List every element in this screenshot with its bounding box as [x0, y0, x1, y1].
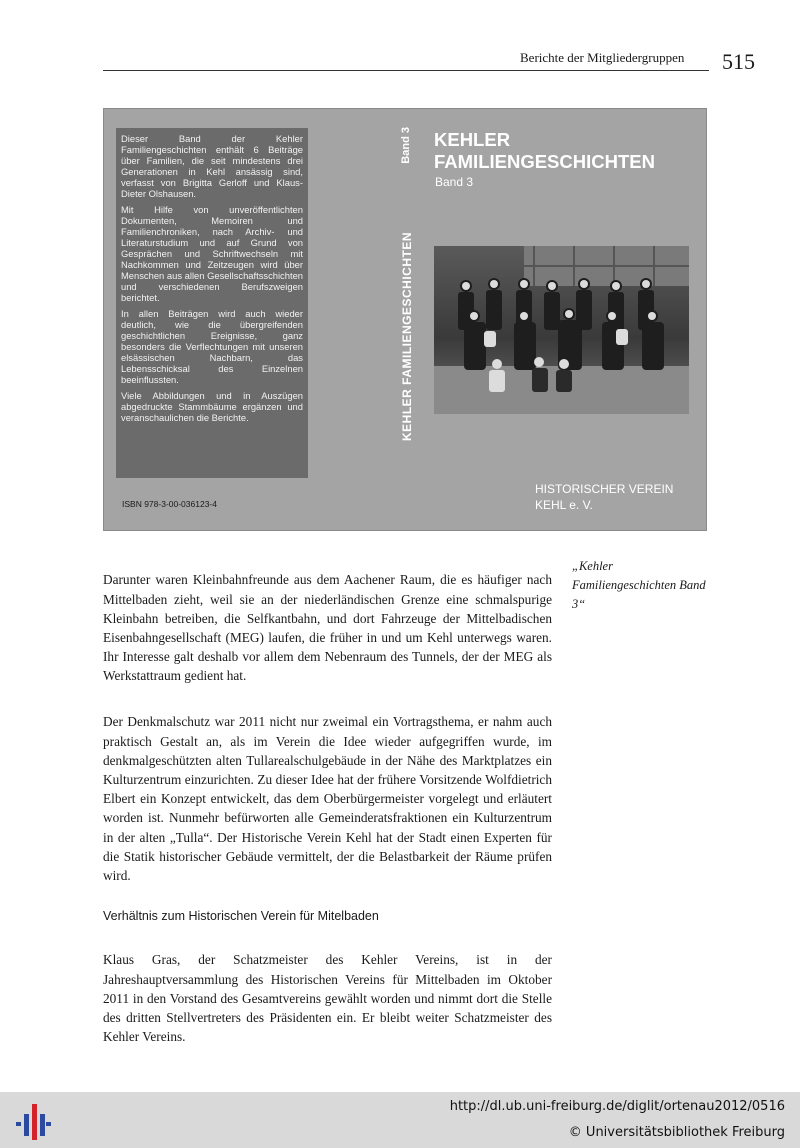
paragraph-1: Darunter waren Kleinbahnfreunde aus dem Aachener Raum, die es häufiger nach Mittelbaden zieht, weil sie an der niederländischen Grenze eine schmalspurige Kleinbahn betreiben, die Selfkantbahn, und dort Fahrzeuge der Mittelbadischen Eisenbahngesellschaft (MEG) laufen, die früher in und um Kehl unterwegs waren. Ihr Interesse galt deshalb vor allem dem Nebenraum des Tunnels, der der MEG als Werkstattraum gedient hat.: [103, 572, 552, 684]
page-number: 515: [722, 49, 755, 74]
cover-title-line-2: FAMILIENGESCHICHTEN: [434, 151, 655, 172]
source-url-link[interactable]: http://dl.ub.uni-freiburg.de/diglit/ortenau2012/0516: [449, 1099, 785, 1114]
book-cover-image: [103, 108, 707, 531]
publisher-line-1: HISTORISCHER VEREIN: [535, 482, 674, 496]
section-title: Berichte der Mitgliedergruppen: [520, 50, 685, 65]
blurb-paragraph-3: In allen Beiträgen wird auch wieder deutlich, wie die übergreifenden geschichtlichen Ereignisse, ganz besonders die Verflechtungen mit unseren elsässischen Nachbarn, das Lebensschicksal des Einzelnen beeinflussten.: [121, 308, 303, 385]
library-logo-icon: [12, 1100, 52, 1144]
blurb-paragraph-1: Dieser Band der Kehler Familiengeschichten enthält 6 Beiträge über Familien, die seit mindestens drei Generationen in Kehl ansässig sind, verfasst von Brigitta Gerloff und Klaus-Dieter Olshausen.: [121, 133, 303, 199]
isbn: ISBN 978-3-00-036123-4: [122, 499, 217, 509]
cover-subtitle: Band 3: [435, 175, 474, 189]
blurb-paragraph-2: Mit Hilfe von unveröffentlichten Dokumenten, Memoiren und Familienchroniken, nach Archiv- und Literaturstudium und auf Grund von Gesprächen und Schriftwechseln mit Nachkommen und Zeitzeugen wird über Menschen aus allen Gesellschaftsschichten und verschiedenen Berufszweigen berichtet.: [121, 204, 303, 303]
footer-bar: [0, 1092, 800, 1148]
copyright-notice: © Universitätsbibliothek Freiburg: [568, 1125, 785, 1140]
header-rule: [103, 70, 709, 71]
spine-band-label: Band 3: [400, 127, 412, 164]
section-heading: Verhältnis zum Historischen Verein für Mitelbaden: [103, 909, 379, 923]
cover-title: [434, 129, 655, 173]
paragraph-2: Der Denkmalschutz war 2011 nicht nur zweimal ein Vortragsthema, er nahm auch praktisch Gestalt an, als im Verein die Idee wieder aufgegriffen wurde, im denkmalgeschützten alten Tullarealschulgebäude in der Nähe des Marktplatzes ein Kulturzentrum einzurichten. Zu dieser Idee hat der frühere Vorsitzende Wolfdietrich Elbert ein Konzept entwickelt, das dem Oberbürgermeister vorgelegt und erläutert worden ist. Nunmehr befürworten alle Gemeinderatsfraktionen ein Kulturzentrum in der alten „Tulla“. Der Historische Verein Kehl hat der Stadt einen Experten für die Statik historischer Gebäude vermittelt, der die Belastbarkeit der Räume prüfen wird.: [103, 714, 552, 883]
family-photo: [434, 246, 689, 414]
spine-title: KEHLER FAMILIENGESCHICHTEN: [400, 231, 414, 441]
cover-blurb: [116, 128, 308, 478]
blurb-paragraph-4: Viele Abbildungen und in Auszügen abgedruckte Stammbäume ergänzen und veranschaulichen die Berichte.: [121, 390, 303, 423]
image-caption: „Kehler Familiengeschichten Band 3“: [572, 559, 706, 611]
publisher-line-2: KEHL e. V.: [535, 498, 593, 512]
cover-publisher: [535, 481, 673, 513]
paragraph-3: Klaus Gras, der Schatzmeister des Kehler Vereins, ist in der Jahreshauptversammlung des Historischen Vereins für Mittelbaden im Oktober 2011 in den Vorstand des Gesamtvereins gewählt worden und nimmt dort die Stelle des dritten Stellvertreters des Präsidenten ein. Er bleibt weiter Schatzmeister des Kehler Vereins.: [103, 952, 552, 1045]
cover-title-line-1: KEHLER: [434, 129, 511, 150]
